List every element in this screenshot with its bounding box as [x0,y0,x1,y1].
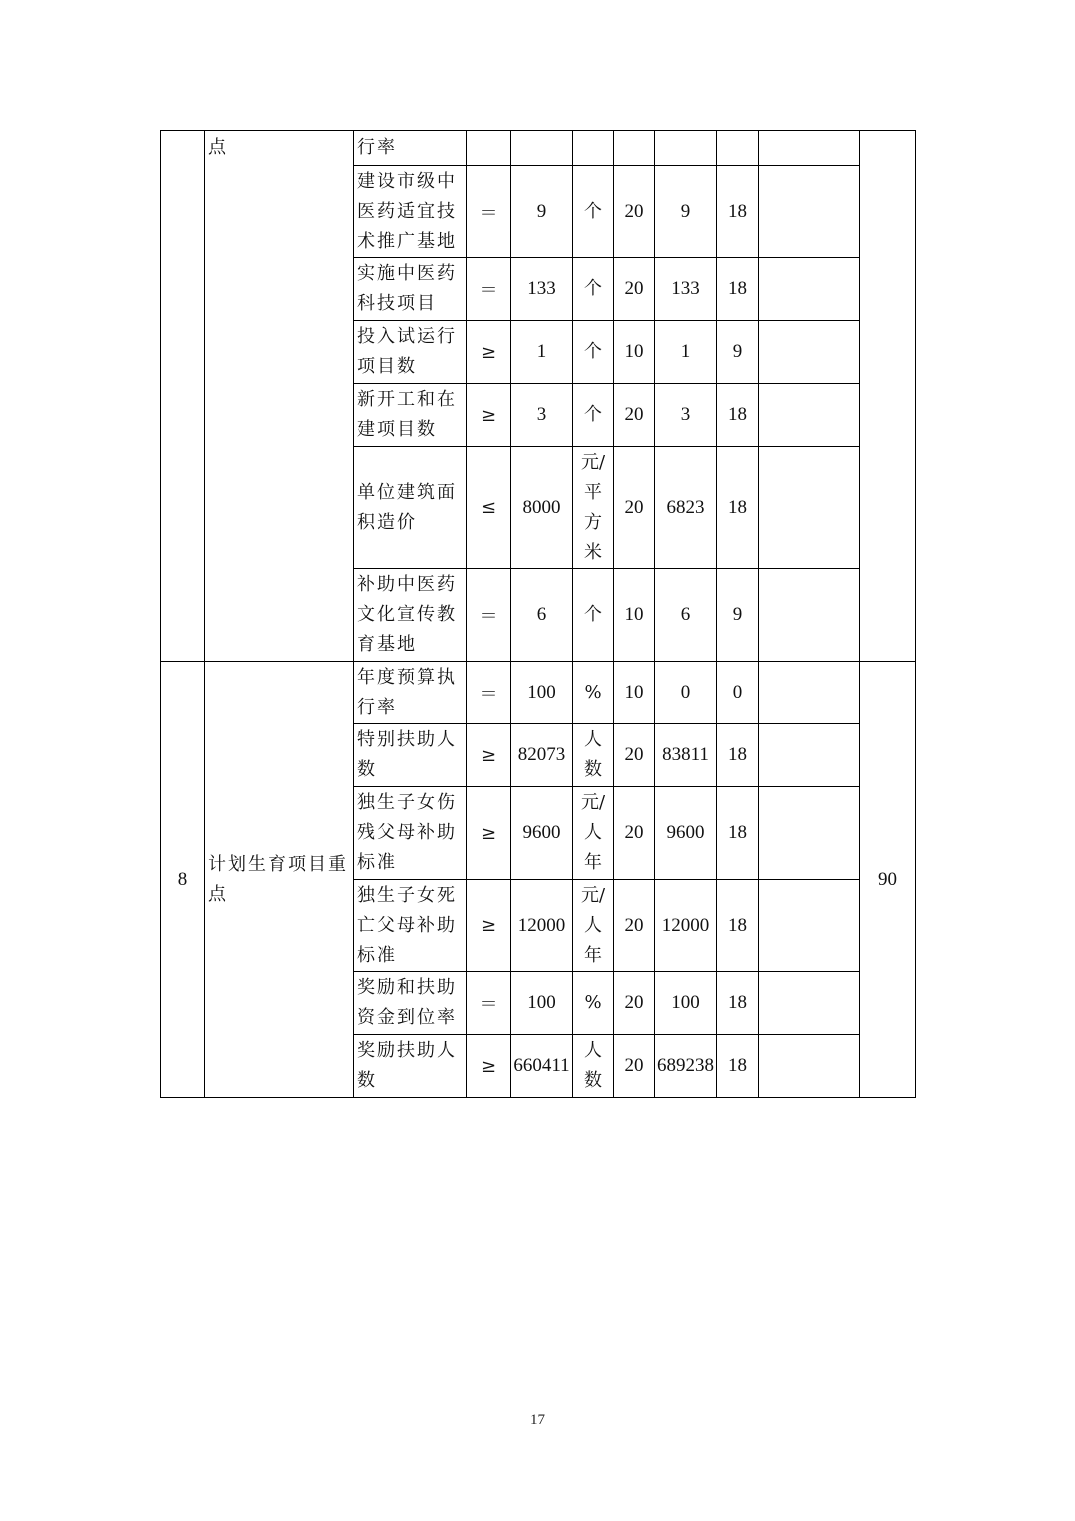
operator-cell: ≥ [467,880,511,972]
weight-cell: 20 [614,166,655,258]
unit-cell: 元/平方米 [573,447,614,569]
indicator-cell: 投入试运行项目数 [354,321,467,384]
points-cell: 18 [717,972,759,1035]
score-cell: 90 [860,662,916,1098]
target-value-cell: 100 [511,662,573,724]
actual-value-cell: 6 [655,569,717,662]
table-row [161,131,916,166]
performance-table [160,130,916,1098]
note-cell [759,787,860,880]
weight-cell: 10 [614,569,655,662]
actual-value-cell: 0 [655,662,717,724]
table-body [161,131,916,1098]
actual-value-cell [655,131,717,166]
unit-cell: 个 [573,569,614,662]
points-cell [717,131,759,166]
indicator-cell: 补助中医药文化宣传教育基地 [354,569,467,662]
table-row [161,662,916,724]
target-value-cell: 9 [511,166,573,258]
target-value-cell: 100 [511,972,573,1035]
target-value-cell [511,131,573,166]
points-cell: 18 [717,166,759,258]
unit-cell: % [573,662,614,724]
actual-value-cell: 689238 [655,1035,717,1098]
points-cell: 18 [717,787,759,880]
points-cell: 18 [717,1035,759,1098]
target-value-cell: 8000 [511,447,573,569]
operator-cell: ≥ [467,787,511,880]
indicator-cell: 奖励和扶助资金到位率 [354,972,467,1035]
weight-cell: 20 [614,447,655,569]
unit-cell: 个 [573,258,614,321]
target-value-cell: 1 [511,321,573,384]
indicator-cell: 特别扶助人数 [354,724,467,787]
unit-cell: 个 [573,321,614,384]
note-cell [759,1035,860,1098]
weight-cell: 20 [614,787,655,880]
actual-value-cell: 1 [655,321,717,384]
indicator-cell: 行率 [354,131,467,166]
unit-cell: 个 [573,384,614,447]
actual-value-cell: 6823 [655,447,717,569]
score-cell [860,131,916,662]
unit-cell: 人数 [573,1035,614,1098]
weight-cell: 20 [614,258,655,321]
operator-cell: ≥ [467,384,511,447]
actual-value-cell: 12000 [655,880,717,972]
points-cell: 18 [717,384,759,447]
page-number: 17 [530,1412,545,1428]
project-cell: 点 [205,131,354,662]
actual-value-cell: 9600 [655,787,717,880]
weight-cell: 10 [614,662,655,724]
weight-cell: 20 [614,972,655,1035]
unit-cell: 个 [573,166,614,258]
operator-cell: ＝ [467,972,511,1035]
note-cell [759,662,860,724]
weight-cell: 20 [614,384,655,447]
operator-cell: ＝ [467,166,511,258]
note-cell [759,972,860,1035]
project-cell: 计划生育项目重点 [205,662,354,1098]
indicator-cell: 新开工和在建项目数 [354,384,467,447]
points-cell: 18 [717,447,759,569]
weight-cell: 20 [614,724,655,787]
points-cell: 0 [717,662,759,724]
indicator-cell: 实施中医药科技项目 [354,258,467,321]
target-value-cell: 12000 [511,880,573,972]
unit-cell: % [573,972,614,1035]
actual-value-cell: 3 [655,384,717,447]
unit-cell: 元/人年 [573,787,614,880]
operator-cell: ≥ [467,321,511,384]
operator-cell: ＝ [467,569,511,662]
points-cell: 18 [717,880,759,972]
points-cell: 9 [717,321,759,384]
unit-cell: 人数 [573,724,614,787]
unit-cell [573,131,614,166]
actual-value-cell: 133 [655,258,717,321]
operator-cell [467,131,511,166]
indicator-cell: 年度预算执行率 [354,662,467,724]
indicator-cell: 独生子女死亡父母补助标准 [354,880,467,972]
note-cell [759,321,860,384]
operator-cell: ＝ [467,662,511,724]
operator-cell: ≥ [467,1035,511,1098]
points-cell: 18 [717,724,759,787]
weight-cell [614,131,655,166]
note-cell [759,880,860,972]
note-cell [759,569,860,662]
target-value-cell: 9600 [511,787,573,880]
seq-cell [161,131,205,662]
note-cell [759,447,860,569]
actual-value-cell: 9 [655,166,717,258]
target-value-cell: 6 [511,569,573,662]
operator-cell: ≤ [467,447,511,569]
note-cell [759,384,860,447]
weight-cell: 20 [614,880,655,972]
indicator-cell: 建设市级中医药适宜技术推广基地 [354,166,467,258]
target-value-cell: 3 [511,384,573,447]
indicator-cell: 单位建筑面积造价 [354,447,467,569]
note-cell [759,131,860,166]
target-value-cell: 133 [511,258,573,321]
points-cell: 9 [717,569,759,662]
operator-cell: ＝ [467,258,511,321]
target-value-cell: 82073 [511,724,573,787]
note-cell [759,724,860,787]
actual-value-cell: 83811 [655,724,717,787]
target-value-cell: 660411 [511,1035,573,1098]
actual-value-cell: 100 [655,972,717,1035]
unit-cell: 元/人年 [573,880,614,972]
note-cell [759,258,860,321]
indicator-cell: 独生子女伤残父母补助标准 [354,787,467,880]
points-cell: 18 [717,258,759,321]
note-cell [759,166,860,258]
weight-cell: 10 [614,321,655,384]
seq-cell: 8 [161,662,205,1098]
weight-cell: 20 [614,1035,655,1098]
indicator-cell: 奖励扶助人数 [354,1035,467,1098]
operator-cell: ≥ [467,724,511,787]
